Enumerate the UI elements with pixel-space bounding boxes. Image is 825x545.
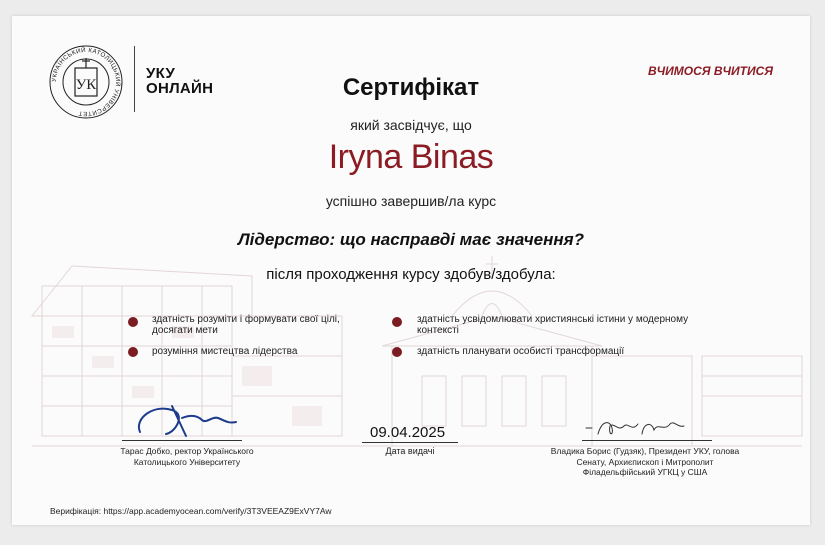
right-signature xyxy=(580,414,700,442)
completed-text: успішно завершив/ла курс xyxy=(325,193,497,209)
left-signatory: Тарас Добко, ректор Українського Католицького Університету xyxy=(120,446,254,467)
left-signature-line xyxy=(122,440,242,441)
certificate-title: Сертифікат xyxy=(342,74,480,101)
date-line xyxy=(362,442,458,443)
right-signatory: Владика Борис (Гудзяк), Президент УКУ, голова Сенату, Архиєпископ і Митрополит Філадельфійський УГКЦ у США xyxy=(550,446,740,477)
course-title: Лідерство: що насправді має значення? xyxy=(237,230,585,249)
seal-text: УКРАЇНСЬКИЙ КАТОЛИЦЬКИЙ УНІВЕРСИТЕТ xyxy=(50,46,122,118)
skill-item: здатність усвідомлювати християнські істини у модерному контексті xyxy=(417,314,689,336)
skill-item: здатність розуміти і формувати свої цілі, досягати мети xyxy=(152,314,340,336)
bullet-dot xyxy=(392,347,402,357)
bullet-dot xyxy=(392,317,402,327)
bullet-dot xyxy=(128,317,138,327)
skill-item: розуміння мистецтва лідерства xyxy=(152,346,298,357)
bullet-dot xyxy=(128,347,138,357)
svg-text:УК: УК xyxy=(75,77,97,93)
skill-item: здатність планувати особисті трансформації xyxy=(417,346,625,357)
issue-date-label: Дата видачі xyxy=(385,446,435,456)
issue-date: 09.04.2025 xyxy=(370,424,446,441)
tagline: ВЧИМОСЯ ВЧИТИСЯ xyxy=(648,64,774,78)
logo-line-1: УКУ xyxy=(146,65,176,82)
left-signature xyxy=(132,396,242,442)
attest-text: який засвідчує, що xyxy=(350,117,472,133)
verification-link[interactable]: Верифікація: https://app.academyocean.com/verify/3T3VEEAZ9ExVY7Aw xyxy=(50,506,332,516)
right-signature-line xyxy=(582,440,712,441)
logo-line-2: ОНЛАЙН xyxy=(146,80,214,97)
certificate xyxy=(12,16,810,525)
after-course-text: після проходження курсу здобув/здобула: xyxy=(266,266,556,283)
recipient-name: Iryna Binas xyxy=(328,138,494,176)
